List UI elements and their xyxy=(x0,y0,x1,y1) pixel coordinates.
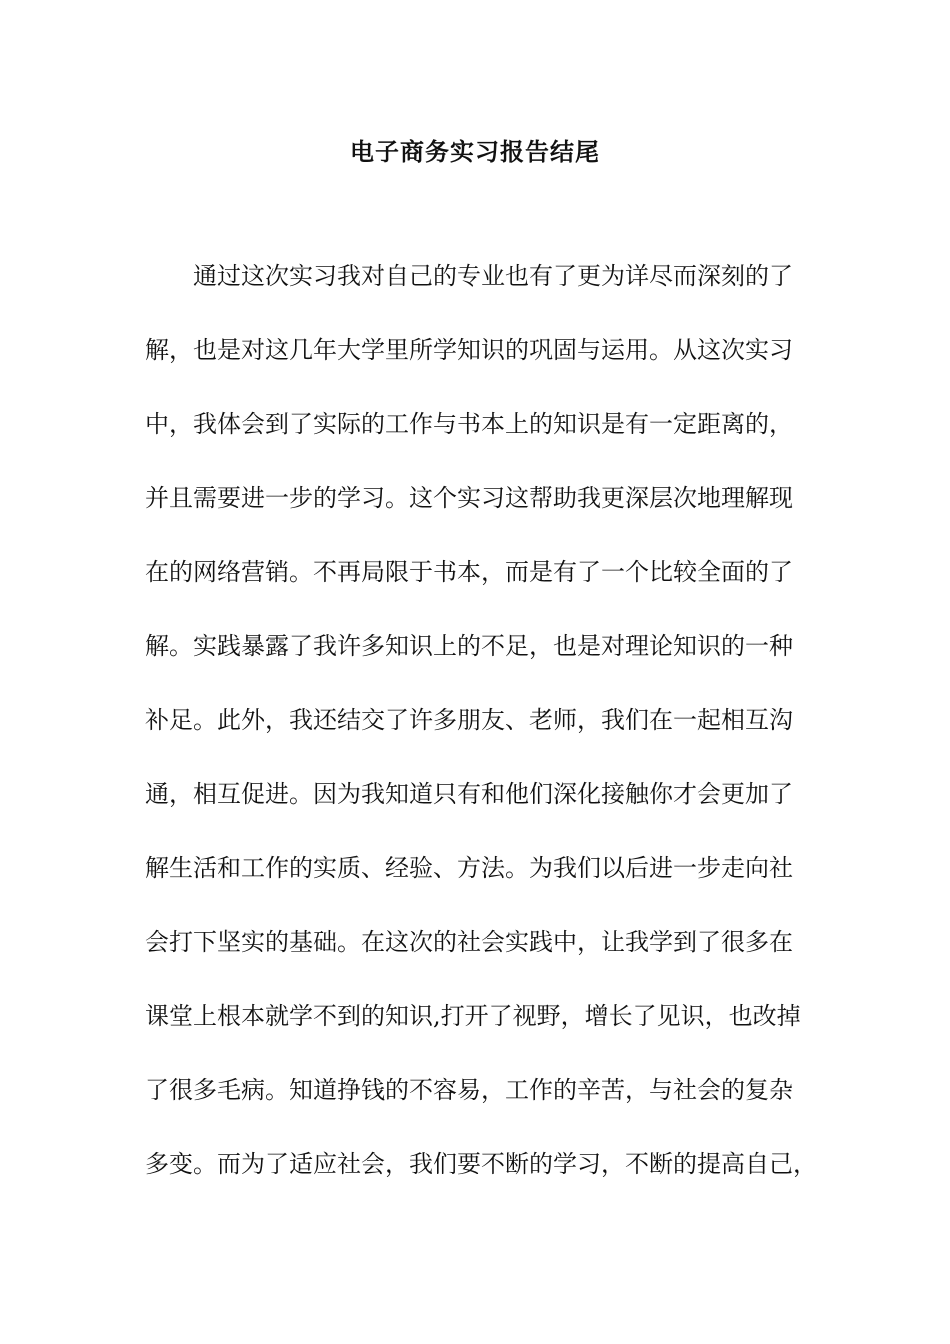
paragraph-line: 多变。而为了适应社会，我们要不断的学习，不断的提高自己， xyxy=(145,1150,817,1178)
paragraph-line: 解，也是对这几年大学里所学知识的巩固与运用。从这次实习 xyxy=(145,336,793,364)
document-body xyxy=(145,251,815,1213)
paragraph-line: 在的网络营销。不再局限于书本，而是有了一个比较全面的了 xyxy=(145,558,793,586)
paragraph-line: 通过这次实习我对自己的专业也有了更为详尽而深刻的了 xyxy=(193,262,793,290)
paragraph-line: 补足。此外，我还结交了许多朋友、老师，我们在一起相互沟 xyxy=(145,706,793,734)
document-title: 电子商务实习报告结尾 xyxy=(350,137,600,166)
paragraph-line: 中，我体会到了实际的工作与书本上的知识是有一定距离的， xyxy=(145,410,793,438)
paragraph-line: 解生活和工作的实质、经验、方法。为我们以后进一步走向社 xyxy=(145,854,793,882)
paragraph-line: 了很多毛病。知道挣钱的不容易，工作的辛苦，与社会的复杂 xyxy=(145,1076,793,1104)
paragraph-line: 解。实践暴露了我许多知识上的不足，也是对理论知识的一种 xyxy=(145,632,793,660)
paragraph-line: 通，相互促进。因为我知道只有和他们深化接触你才会更加了 xyxy=(145,780,793,808)
paragraph-line: 会打下坚实的基础。在这次的社会实践中，让我学到了很多在 xyxy=(145,928,793,956)
paragraph-line: 并且需要进一步的学习。这个实习这帮助我更深层次地理解现 xyxy=(145,484,793,512)
paragraph-line: 课堂上根本就学不到的知识,打开了视野，增长了见识，也改掉 xyxy=(145,1002,801,1030)
